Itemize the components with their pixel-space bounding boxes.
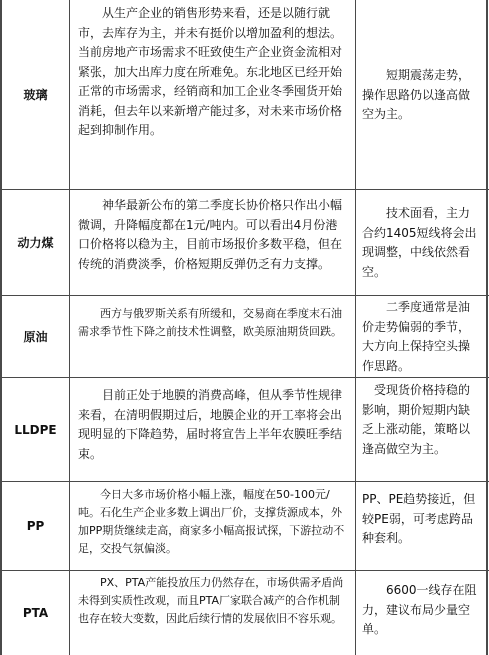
grid-line: [0, 570, 489, 571]
strategy-cell: 二季度通常是油价走势偏弱的季节，大方向上保持空头操作思路。: [362, 300, 471, 373]
grid-line: [486, 0, 488, 655]
strategy-cell: 6600一线存在阻力，建议布局少量空单。: [362, 583, 477, 636]
table-row-category: [2, 482, 69, 570]
analysis-cell: 从生产企业的销售形势来看，还是以随行就市，去库存为主，并未有挺价以增加盈利的想法。当前房地产市场需求不旺致使生产企业资金流相对紧张，加大出库力度在所难免。东北地区已经开始正常的市场需求，经销商和加工企业冬季囤货开始消耗，但去年以来新增产能过多，对未来市场价格起到抑制作用。: [78, 6, 343, 137]
analysis-cell: 今日大多市场价格小幅上涨，幅度在50-100元/吨。石化生产企业多数上调出厂价，支撑货源成本，外加PP期货继续走高，商家多小幅高报试探，下游拉动不足，交投气氛偏淡。: [78, 488, 345, 555]
category-label: 玻璃: [23, 88, 48, 102]
grid-line: [0, 189, 489, 190]
grid-line: [0, 481, 489, 482]
table-row-category: [2, 378, 69, 481]
table-row-category: [2, 296, 69, 377]
analysis-cell: 西方与俄罗斯关系有所缓和，交易商在季度末石油需求季节性下降之前技术性调整，欧美原油期货回跌。: [78, 307, 342, 338]
strategy-cell: PP、PE趋势接近，但较PE弱，可考虑跨品种套利。: [362, 492, 476, 545]
analysis-cell: PX、PTA产能投放压力仍然存在，市场供需矛盾尚未得到实质性改观，而且PTA厂家联合减产的合作机制也存在较大变数，因此后续行情的发展依旧不容乐观。: [78, 576, 344, 625]
strategy-cell: 技术面看，主力合约1405短线将会出现调整，中线依然看空。: [362, 206, 477, 279]
category-label: PTA: [22, 606, 49, 620]
strategy-cell: 短期震荡走势，操作思路仍以逢高做空为主。: [362, 68, 471, 121]
category-label: 原油: [23, 330, 48, 344]
category-label: LLDPE: [14, 422, 57, 437]
grid-line: [0, 377, 489, 378]
category-label: PP: [26, 519, 45, 533]
table-row-category: [2, 571, 69, 655]
analysis-cell: 目前正处于地膜的消费高峰，但从季节性规律来看，在清明假期过后，地膜企业的开工率将会出现明显的下降趋势，届时将宣告上半年农膜旺季结束。: [78, 388, 343, 461]
grid-line: [0, 295, 489, 296]
category-label: 动力煤: [17, 236, 54, 250]
analysis-cell: 神华最新公布的第二季度长协价格只作出小幅微调，升降幅度都在1元/吨内。可以看出4月份港口价格将以稳为主，目前市场报价多数平稳，但在传统的消费淡季，价格短期反弹仍乏有力支撑。: [78, 198, 343, 271]
strategy-cell: 受现货价格持稳的影响，期价短期内缺乏上涨动能，策略以逢高做空为主。: [362, 383, 471, 456]
table-row-category: [2, 190, 69, 295]
table-row-category: [2, 0, 69, 189]
